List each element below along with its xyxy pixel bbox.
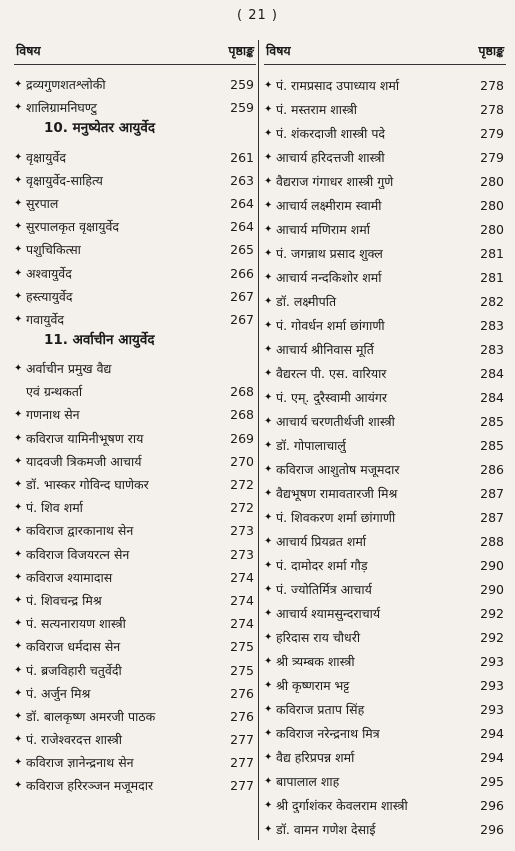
diamond-bullet-icon: ✦ <box>14 525 23 537</box>
toc-entry[interactable] <box>264 693 506 717</box>
toc-entry[interactable] <box>264 165 506 189</box>
entry-page-number: 287 <box>480 486 504 501</box>
entry-title: कविराज विजयरत्न सेन <box>26 546 130 562</box>
toc-entry[interactable] <box>14 469 256 492</box>
diamond-bullet-icon: ✦ <box>264 224 273 235</box>
entry-page-number: 294 <box>480 726 504 741</box>
toc-entry[interactable] <box>264 501 506 525</box>
toc-column-right <box>264 38 506 843</box>
diamond-bullet-icon: ✦ <box>264 608 273 619</box>
entry-title: पं. सत्यनारायण शास्त्री <box>26 616 126 632</box>
diamond-bullet-icon: ✦ <box>264 728 273 739</box>
entry-title: पं. रामप्रसाद उपाध्याय शर्मा <box>276 78 400 93</box>
entry-page-number: 285 <box>480 438 504 453</box>
entry-page-number: 275 <box>230 639 254 655</box>
entry-page-number: 294 <box>480 750 504 765</box>
diamond-bullet-icon: ✦ <box>264 80 273 91</box>
entry-title: शालिग्रामनिघण्टु <box>26 100 97 116</box>
entry-page-number: 261 <box>230 149 254 165</box>
entry-page-number: 293 <box>480 702 504 717</box>
toc-entry[interactable] <box>264 93 506 117</box>
toc-entry[interactable] <box>264 717 506 741</box>
entry-page-number: 281 <box>480 246 504 261</box>
entry-title: आचार्य हरिदत्तजी शास्त्री <box>276 150 385 165</box>
toc-entry[interactable] <box>264 405 506 429</box>
entry-page-number: 277 <box>230 778 254 794</box>
entry-page-number: 267 <box>230 288 254 304</box>
toc-entry[interactable] <box>264 261 506 285</box>
entry-page-number: 265 <box>230 242 254 258</box>
entry-page-number: 277 <box>230 732 254 748</box>
toc-entry[interactable] <box>264 429 506 453</box>
toc-entry[interactable] <box>14 701 256 724</box>
subject-heading: विषय <box>266 42 291 58</box>
toc-entry[interactable] <box>14 234 256 257</box>
entry-title: पं. ज्योतिर्मित्र आचार्य <box>276 582 372 597</box>
toc-entry[interactable] <box>14 188 256 211</box>
toc-entry[interactable] <box>14 304 256 327</box>
toc-list-left <box>14 69 256 793</box>
diamond-bullet-icon: ✦ <box>14 151 23 163</box>
diamond-bullet-icon: ✦ <box>14 244 23 256</box>
entry-page-number: 296 <box>480 822 504 837</box>
entry-title: कविराज नरेन्द्रनाथ मित्र <box>276 726 380 741</box>
diamond-bullet-icon: ✦ <box>264 248 273 259</box>
entry-page-number: 280 <box>480 174 504 189</box>
entry-title: श्री कृष्णराम भट्ट <box>276 678 350 693</box>
toc-entry[interactable] <box>264 333 506 357</box>
toc-entry[interactable] <box>14 399 256 422</box>
entry-page-number: 268 <box>230 384 254 400</box>
entry-title: कविराज द्वारकानाथ सेन <box>26 523 134 539</box>
entry-page-number: 266 <box>230 265 254 281</box>
diamond-bullet-icon: ✦ <box>264 512 273 523</box>
entry-title: डॉ. गोपालाचार्लु <box>276 438 346 453</box>
entry-page-number: 259 <box>230 100 254 116</box>
diamond-bullet-icon: ✦ <box>14 571 23 583</box>
entry-title: आचार्य मणिराम शर्मा <box>276 222 370 237</box>
toc-entry[interactable] <box>264 453 506 477</box>
entry-page-number: 281 <box>480 270 504 285</box>
toc-entry[interactable] <box>14 724 256 747</box>
entry-title: कविराज प्रताप सिंह <box>276 702 365 717</box>
entry-title: हरिदास राय चौधरी <box>276 630 361 645</box>
entry-page-number: 264 <box>230 195 254 211</box>
entry-title: अर्वाचीन प्रमुख वैद्य <box>26 361 112 377</box>
diamond-bullet-icon: ✦ <box>264 704 273 715</box>
entry-page-number: 277 <box>230 755 254 771</box>
diamond-bullet-icon: ✦ <box>14 102 23 114</box>
entry-page-number: 276 <box>230 685 254 701</box>
diamond-bullet-icon: ✦ <box>14 664 23 676</box>
toc-entry[interactable] <box>14 538 256 561</box>
toc-entry[interactable] <box>264 285 506 309</box>
entry-title: पं. दामोदर शर्मा गौड़ <box>276 558 368 573</box>
diamond-bullet-icon: ✦ <box>264 776 273 787</box>
entry-page-number: 272 <box>230 477 254 492</box>
diamond-bullet-icon: ✦ <box>264 824 273 835</box>
diamond-bullet-icon: ✦ <box>14 313 23 325</box>
column-divider <box>258 40 259 840</box>
section-heading: 11. अर्वाचीन आयुर्वेद <box>44 331 155 348</box>
entry-title: वृक्षायुर्वेद-साहित्य <box>26 172 103 188</box>
toc-entry[interactable] <box>264 669 506 693</box>
toc-entry[interactable] <box>14 422 256 445</box>
entry-page-number: 264 <box>230 219 254 235</box>
entry-page-number: 296 <box>480 798 504 813</box>
toc-entry[interactable] <box>264 765 506 789</box>
diamond-bullet-icon: ✦ <box>264 152 273 163</box>
toc-entry[interactable] <box>264 477 506 501</box>
toc-entry[interactable] <box>264 69 506 93</box>
entry-title: वैद्यरत्न पी. एस. वारियार <box>276 366 387 381</box>
toc-entry[interactable] <box>14 376 256 399</box>
toc-entry[interactable] <box>14 747 256 770</box>
entry-page-number: 270 <box>230 453 254 469</box>
diamond-bullet-icon: ✦ <box>14 780 23 792</box>
entry-page-number: 287 <box>480 510 504 525</box>
entry-title: वैद्यभूषण रामावतारजी मिश्र <box>276 486 398 501</box>
entry-page-number: 284 <box>480 390 504 405</box>
toc-entry[interactable] <box>14 165 256 188</box>
entry-title: सुरपाल <box>26 195 59 211</box>
entry-page-number: 273 <box>230 546 254 562</box>
entry-title: पं. एम्. दुरैस्वामी आयंगर <box>276 390 388 405</box>
entry-page-number: 274 <box>230 616 254 632</box>
entry-title: बापालाल शाह <box>276 774 340 789</box>
entry-title: यादवजी त्रिकमजी आचार्य <box>26 453 142 469</box>
diamond-bullet-icon: ✦ <box>264 752 273 763</box>
entry-page-number: 283 <box>480 342 504 357</box>
diamond-bullet-icon: ✦ <box>14 79 23 91</box>
entry-page-number: 273 <box>230 523 254 539</box>
entry-title: पं. मस्तराम शास्त्री <box>276 102 358 117</box>
entry-page-number: 288 <box>480 534 504 549</box>
diamond-bullet-icon: ✦ <box>264 368 273 379</box>
entry-title: एवं ग्रन्थकर्ता <box>26 384 83 400</box>
toc-entry[interactable] <box>14 446 256 469</box>
toc-entry[interactable] <box>14 257 256 280</box>
diamond-bullet-icon: ✦ <box>14 174 23 186</box>
entry-page-number: 280 <box>480 222 504 237</box>
entry-page-number: 263 <box>230 172 254 188</box>
entry-title: आचार्य श्रीनिवास मूर्ति <box>276 342 374 357</box>
diamond-bullet-icon: ✦ <box>14 757 23 769</box>
entry-title: आचार्य नन्दकिशोर शर्मा <box>276 270 382 285</box>
entry-title: डॉ. बालकृष्ण अमरजी पाठक <box>26 708 156 724</box>
page-heading: पृष्ठाङ्क <box>228 42 254 58</box>
column-header <box>14 38 256 65</box>
entry-title: कविराज श्यामादास <box>26 569 113 585</box>
entry-page-number: 293 <box>480 678 504 693</box>
diamond-bullet-icon: ✦ <box>14 548 23 560</box>
diamond-bullet-icon: ✦ <box>264 680 273 691</box>
diamond-bullet-icon: ✦ <box>14 479 23 490</box>
toc-entry[interactable] <box>264 789 506 813</box>
diamond-bullet-icon: ✦ <box>264 488 273 499</box>
entry-title: पं. ब्रजविहारी चतुर्वेदी <box>26 662 122 678</box>
entry-page-number: 282 <box>480 294 504 309</box>
entry-page-number: 278 <box>480 78 504 93</box>
toc-entry[interactable] <box>264 381 506 405</box>
entry-title: आचार्य श्यामसुन्दराचार्य <box>276 606 381 621</box>
entry-page-number: 290 <box>480 558 504 573</box>
toc-entry[interactable] <box>14 631 256 654</box>
diamond-bullet-icon: ✦ <box>264 656 273 667</box>
entry-page-number: 272 <box>230 500 254 516</box>
diamond-bullet-icon: ✦ <box>14 455 23 467</box>
page-number: ( 21 ) <box>237 8 278 23</box>
toc-entry[interactable] <box>264 117 506 141</box>
diamond-bullet-icon: ✦ <box>14 618 23 630</box>
entry-title: डॉ. वामन गणेश देसाई <box>276 822 376 837</box>
page-heading: पृष्ठाङ्क <box>478 42 504 58</box>
entry-page-number: 293 <box>480 654 504 669</box>
toc-entry[interactable] <box>14 654 256 677</box>
toc-entry[interactable] <box>264 309 506 333</box>
entry-page-number: 280 <box>480 198 504 213</box>
entry-title: डॉ. भास्कर गोविन्द घाणेकर <box>26 477 149 492</box>
diamond-bullet-icon: ✦ <box>14 502 23 514</box>
toc-entry[interactable] <box>14 211 256 234</box>
section-heading: 10. मनुष्येतर आयुर्वेद <box>44 120 156 137</box>
entry-title: कविराज हरिरञ्जन मजूमदार <box>26 778 154 794</box>
diamond-bullet-icon: ✦ <box>14 432 23 444</box>
toc-entry[interactable] <box>264 357 506 381</box>
diamond-bullet-icon: ✦ <box>264 296 273 307</box>
toc-entry[interactable] <box>264 549 506 573</box>
entry-title: पं. शिवकरण शर्मा छांगाणी <box>276 510 396 525</box>
diamond-bullet-icon: ✦ <box>264 320 273 331</box>
entry-page-number: 279 <box>480 150 504 165</box>
diamond-bullet-icon: ✦ <box>264 392 273 403</box>
entry-page-number: 285 <box>480 414 504 429</box>
toc-entry[interactable] <box>14 141 256 164</box>
entry-title: पं. जगन्नाथ प्रसाद शुक्ल <box>276 246 383 261</box>
entry-title: पं. गोवर्धन शर्मा छांगाणी <box>276 318 385 333</box>
diamond-bullet-icon: ✦ <box>264 128 273 139</box>
entry-page-number: 292 <box>480 630 504 645</box>
toc-entry[interactable] <box>14 562 256 585</box>
entry-page-number: 269 <box>230 430 254 446</box>
toc-entry[interactable] <box>14 492 256 515</box>
diamond-bullet-icon: ✦ <box>264 632 273 643</box>
entry-title: पं. अर्जुन मिश्र <box>26 685 91 701</box>
entry-page-number: 286 <box>480 462 504 477</box>
toc-entry[interactable] <box>264 645 506 669</box>
diamond-bullet-icon: ✦ <box>264 200 273 211</box>
entry-title: आचार्य लक्ष्मीराम स्वामी <box>276 198 382 213</box>
entry-title: आचार्य चरणतीर्थजी शास्त्री <box>276 414 395 429</box>
diamond-bullet-icon: ✦ <box>264 800 273 811</box>
subject-heading: विषय <box>16 42 41 58</box>
entry-title: अश्वायुर्वेद <box>26 265 72 281</box>
entry-title: कविराज ज्ञानेन्द्रनाथ सेन <box>26 755 134 771</box>
diamond-bullet-icon: ✦ <box>264 584 273 595</box>
diamond-bullet-icon: ✦ <box>264 104 273 115</box>
toc-entry[interactable] <box>14 515 256 538</box>
entry-page-number: 284 <box>480 366 504 381</box>
entry-page-number: 283 <box>480 318 504 333</box>
toc-entry[interactable] <box>14 678 256 701</box>
entry-page-number: 259 <box>230 77 254 93</box>
entry-page-number: 274 <box>230 592 254 608</box>
diamond-bullet-icon: ✦ <box>264 536 273 547</box>
entry-title: कविराज धर्मदास सेन <box>26 639 121 655</box>
entry-title: सुरपालकृत वृक्षायुर्वेद <box>26 219 120 235</box>
toc-entry[interactable] <box>14 353 256 376</box>
entry-page-number: 268 <box>230 407 254 423</box>
entry-title: पशुचिकित्सा <box>26 242 81 258</box>
toc-entry[interactable] <box>264 141 506 165</box>
toc-entry[interactable] <box>14 770 256 793</box>
entry-page-number: 290 <box>480 582 504 597</box>
toc-entry[interactable] <box>264 189 506 213</box>
entry-title: पं. शंकरदाजी शास्त्री पदे <box>276 126 386 141</box>
toc-entry[interactable] <box>14 585 256 608</box>
toc-entry[interactable] <box>264 621 506 645</box>
toc-entry[interactable] <box>264 741 506 765</box>
entry-title: गणनाथ सेन <box>26 407 80 423</box>
toc-column-left <box>14 38 256 843</box>
entry-page-number: 275 <box>230 662 254 678</box>
diamond-bullet-icon: ✦ <box>14 221 23 233</box>
diamond-bullet-icon: ✦ <box>14 594 23 606</box>
toc-list-right <box>264 69 506 837</box>
entry-page-number: 274 <box>230 569 254 585</box>
entry-title: वैद्यराज गंगाधर शास्त्री गुणे <box>276 174 394 189</box>
entry-page-number: 267 <box>230 311 254 327</box>
entry-title: हस्त्यायुर्वेद <box>26 288 73 304</box>
entry-page-number: 279 <box>480 126 504 141</box>
entry-title: डॉ. लक्ष्मीपति <box>276 294 337 309</box>
entry-title: वृक्षायुर्वेद <box>26 149 66 165</box>
toc-entry[interactable] <box>264 597 506 621</box>
entry-title: आचार्य प्रियव्रत शर्मा <box>276 534 367 549</box>
toc-entry[interactable] <box>264 573 506 597</box>
diamond-bullet-icon: ✦ <box>14 267 23 279</box>
entry-page-number: 278 <box>480 102 504 117</box>
diamond-bullet-icon: ✦ <box>14 734 23 746</box>
diamond-bullet-icon: ✦ <box>14 409 23 421</box>
toc-entry[interactable] <box>14 281 256 304</box>
toc-entry[interactable] <box>14 69 256 92</box>
diamond-bullet-icon: ✦ <box>264 440 273 451</box>
entry-title: पं. शिव शर्मा <box>26 500 83 516</box>
entry-title: श्री त्र्यम्बक शास्त्री <box>276 654 355 669</box>
entry-title: कविराज यामिनीभूषण राय <box>26 430 144 446</box>
toc-entry[interactable] <box>264 213 506 237</box>
entry-title: पं. राजेश्वरदत्त शास्त्री <box>26 732 123 748</box>
toc-entry[interactable] <box>264 525 506 549</box>
entry-title: गवायुर्वेद <box>26 311 65 327</box>
diamond-bullet-icon: ✦ <box>264 416 273 427</box>
diamond-bullet-icon: ✦ <box>14 687 23 699</box>
diamond-bullet-icon: ✦ <box>14 363 23 375</box>
entry-title: द्रव्यगुणशतश्लोकी <box>26 77 106 93</box>
entry-title: पं. शिवचन्द्र मिश्र <box>26 592 102 608</box>
entry-page-number: 295 <box>480 774 504 789</box>
diamond-bullet-icon: ✦ <box>264 464 273 475</box>
diamond-bullet-icon: ✦ <box>264 560 273 571</box>
diamond-bullet-icon: ✦ <box>14 641 23 653</box>
diamond-bullet-icon: ✦ <box>264 176 273 187</box>
entry-title: कविराज आशुतोष मजूमदार <box>276 462 400 477</box>
entry-title: वैद्य हरिप्रपन्न शर्मा <box>276 750 355 765</box>
entry-page-number: 292 <box>480 606 504 621</box>
diamond-bullet-icon: ✦ <box>14 290 23 302</box>
entry-page-number: 276 <box>230 708 254 724</box>
diamond-bullet-icon: ✦ <box>14 710 23 722</box>
toc-entry[interactable] <box>264 237 506 261</box>
diamond-bullet-icon: ✦ <box>14 197 23 209</box>
toc-entry[interactable] <box>14 92 256 115</box>
toc-entry[interactable] <box>14 608 256 631</box>
entry-title: श्री दुर्गाशंकर केवलराम शास्त्री <box>276 798 408 813</box>
diamond-bullet-icon: ✦ <box>264 344 273 355</box>
column-header <box>264 38 506 65</box>
toc-entry[interactable] <box>264 813 506 837</box>
diamond-bullet-icon: ✦ <box>264 272 273 283</box>
